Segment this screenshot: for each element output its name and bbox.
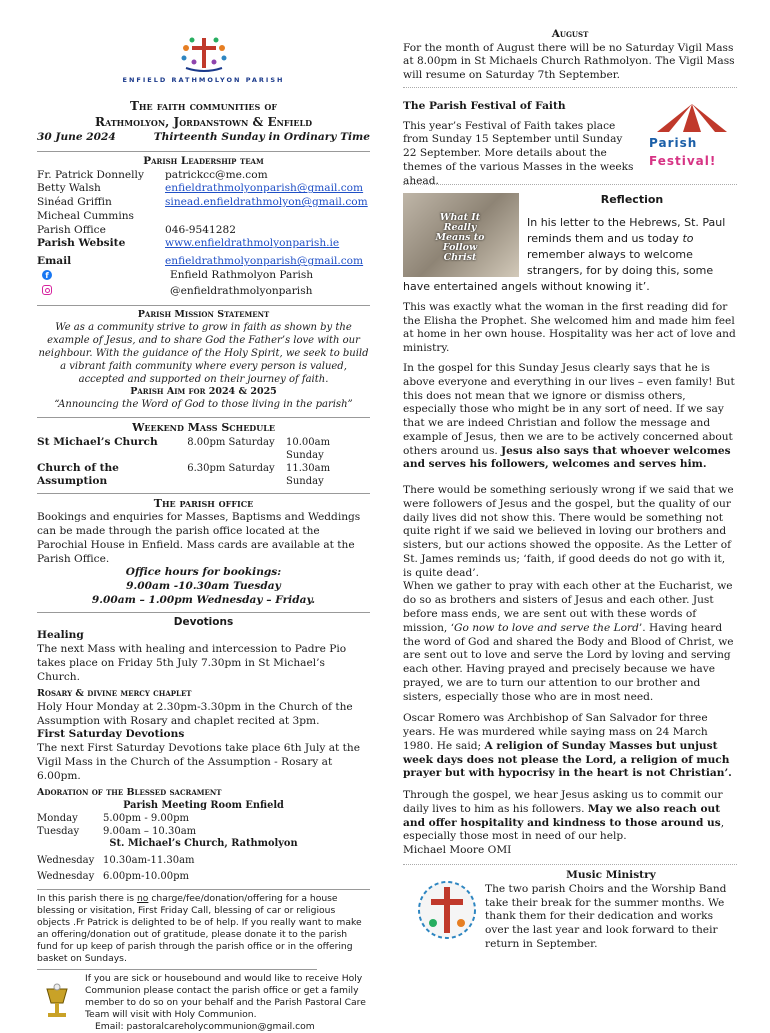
left-column <box>37 34 370 1033</box>
schedule-row <box>37 870 370 883</box>
facebook-name[interactable]: Enfield Rathmolyon Parish <box>170 269 314 282</box>
mission-text: We as a community strive to grow in faith as shown by the example of Jesus, and to share God the Father’s love with our neighbour. With the guidance of the Holy Spirit, we seek to build a vibrant faith community where every person is valued, accepted and supported on their journey of faith. <box>38 321 369 385</box>
instagram-icon[interactable] <box>42 285 52 295</box>
p6-rest: , especially those most in need of our help. <box>403 816 725 843</box>
office-text: Bookings and enquiries for Masses, Baptisms and Weddings can be made through the parish office located at the Parochial House in Enfield. Mass cards are available at the Parish Office. <box>37 511 361 565</box>
office-hours-title: Office hours for bookings: <box>125 566 282 579</box>
p2-bold: Jesus also says that whoever welcomes and serves his followers, welcomes and serves him. <box>403 444 731 471</box>
church-name: St Michael’s Church <box>37 435 158 448</box>
team-heading: Parish Leadership team <box>143 155 264 168</box>
august-heading: August <box>551 28 589 40</box>
mass-row <box>37 462 370 490</box>
instagram-handle[interactable]: @enfieldrathmolyonparish <box>170 284 313 297</box>
team-email-link[interactable]: enfieldrathmolyonparish@gmail.com <box>165 182 364 195</box>
charge-note <box>37 893 370 965</box>
schedule-day: Wednesday <box>37 871 95 883</box>
reflection-paragraph-4 <box>403 580 737 704</box>
p5-text: Oscar Romero was Archbishop of San Salvador for three years. He was murdered while saying mass on 24 March 1980. He said; <box>403 712 708 752</box>
schedule-row <box>37 825 370 838</box>
rosary-title: Rosary & divine mercy chaplet <box>37 688 192 700</box>
devotions-heading: Devotions <box>173 615 234 628</box>
mass-time-sun: 11.30am Sunday <box>286 462 331 487</box>
team-row <box>37 224 370 238</box>
festival-heading: The Parish Festival of Faith <box>403 99 566 112</box>
office-hours-2: 9.00am – 1.00pm Wednesday – Friday. <box>91 593 316 606</box>
room-1-title: Parish Meeting Room Enfield <box>123 799 284 811</box>
p2-text: In the gospel for this Sunday Jesus clearly says that he is above everyone and everything in our lives – even family! But this does not mean that we ignore or dismiss others, especially those who might be in any sort of need. If we say that we are indeed Christian and follow the message and example of Jesus, then we are to be actively concerned about others around us. <box>403 361 735 457</box>
festival-sign-2: Festival! <box>649 153 717 168</box>
schedule-day: Wednesday <box>37 855 95 867</box>
facebook-icon[interactable]: f <box>42 270 52 280</box>
right-column <box>403 28 737 952</box>
reflection-section <box>403 193 737 858</box>
p4-a: When we gather to pray with each other at the Eucharist, we do so as brothers and sisters of Jesus and each other. Just before mass ends, we are sent out with these words of mission, ‘ <box>403 580 733 634</box>
chalice-icon <box>37 983 77 1023</box>
festival-sign-1: Parish <box>649 135 698 150</box>
p6-text: Through the gospel, we hear Jesus asking us to commit our daily lives to him as his followers. <box>403 789 723 815</box>
schedule-time: 10.30am-11.30am <box>103 855 195 867</box>
music-text: The two parish Choirs and the Worship Band take their break for the summer months. We thank them for their dedication and works over the last year and look forward to their return in September. <box>485 882 727 950</box>
reflection-paragraph-1: This was exactly what the woman in the first reading did for the Elisha the Prophet. She welcomed him and made him feel at home in her own house. Hospitality was her act of love and ministry. <box>403 300 736 355</box>
communion-email[interactable]: Email: pastoralcareholycommunion@gmail.com <box>95 1020 315 1032</box>
team-list <box>37 169 370 300</box>
festival-text: This year’s Festival of Faith takes place from Sunday 15 September until Sunday 22 September. More details about the themes of the various Masses in the weeks ahead. <box>403 119 634 187</box>
music-choir-icon <box>413 875 481 945</box>
reflection-heading: Reflection <box>600 192 664 206</box>
mass-time-sun: 10.00am Sunday <box>286 436 331 461</box>
liturgical-sunday: Thirteenth Sunday in Ordinary Time <box>153 131 370 144</box>
office-phone: 046-9541282 <box>165 223 236 236</box>
rosary-text: Holy Hour Monday at 2.30pm-3.30pm in the Church of the Assumption with Rosary and chaplet recited at 3pm. <box>37 700 353 727</box>
schedule-day: Monday <box>37 813 78 825</box>
charge-post: charge/fee/donation/offering for a house blessing or visitation, First Friday Call, blessing of car or religious objects .Fr Patrick is delighted to be of help. If you really want to make an offering/donation out of gratitude, please donate it to the parish fund for up keep of parish through the parish office or in the offering basket on Sundays. <box>37 893 362 964</box>
intro-rest: remember always to welcome strangers, for by doing this, some have entertained angels without knowing it’. <box>403 248 714 293</box>
email-label: Email <box>37 255 72 268</box>
team-name: Parish Office <box>37 223 106 236</box>
team-row <box>37 169 370 183</box>
team-row <box>37 196 370 210</box>
parish-logo <box>37 34 370 84</box>
mass-time-sat: 8.00pm Saturday <box>187 436 275 448</box>
festival-image <box>647 100 737 180</box>
adoration-title: Adoration of the Blessed sacrament <box>37 787 222 799</box>
room-2-title: St. Michael’s Church, Rathmolyon <box>109 838 298 850</box>
intro-a: In his letter to the Hebrews, St. Paul reminds them and us today <box>527 216 726 246</box>
schedule-day: Tuesday <box>37 826 80 838</box>
office-heading: The parish office <box>153 497 254 511</box>
schedule-time: 9.00am – 10.30am <box>103 826 197 838</box>
reflection-image-text: What It Really Means to Follow Christ <box>435 211 485 263</box>
reflection-paragraph-2 <box>403 362 737 472</box>
august-text: For the month of August there will be no Saturday Vigil Mass at 8.00pm in St Michaels Church Rathmolyon. The Vigil Mass will resume on Saturday 7th September. <box>403 41 735 82</box>
schedule-time: 5.00pm - 9.00pm <box>103 813 190 825</box>
church-name: Church of the Assumption <box>37 461 119 488</box>
team-row <box>37 182 370 196</box>
first-saturday-text: The next First Saturday Devotions take place 6th July at the Vigil Mass in the Church of the Assumption - Rosary at 6.00pm. <box>37 742 360 782</box>
team-row <box>37 210 370 224</box>
page-title <box>37 98 370 130</box>
team-name: Micheal Cummins <box>37 209 134 222</box>
website-link[interactable]: www.enfieldrathmolyonparish.ie <box>165 237 340 250</box>
aim-heading: Parish Aim for 2024 & 2025 <box>130 385 277 397</box>
healing-text: The next Mass with healing and intercession to Padre Pio takes place on Friday 5th July 7.30pm in St Michael’s Church. <box>37 643 347 683</box>
team-row <box>37 237 370 251</box>
charge-pre: In this parish there is <box>37 893 137 905</box>
healing-title: Healing <box>37 629 84 642</box>
title-line-2: Rathmolyon, Jordanstown & Enfield <box>94 115 313 130</box>
reflection-paragraph-5 <box>403 712 737 781</box>
p4-italic: Go now to love and serve the Lord <box>454 621 639 634</box>
date-row <box>37 131 370 145</box>
communion-text: If you are sick or housebound and would like to receive Holy Communion please contact the parish office or get a family member to do so on your behalf and the Parish Pastoral Care Team will visit with Holy Communion. <box>85 972 366 1020</box>
schedule-time: 6.00pm-10.00pm <box>103 871 190 883</box>
reflection-image <box>403 193 519 277</box>
team-email-link[interactable]: sinead.enfieldrathmolyon@gmail.com <box>165 196 368 209</box>
p4-b: ’. Having heard the word of God and shared the Body and Blood of Christ, we are sent out to love and serve the Lord by loving and serving each other. Having prayed and precisely because we have prayed, we are to turn our attention to our brother and sisters, especially those who are in most need. <box>403 621 734 703</box>
music-heading: Music Ministry <box>566 869 656 882</box>
reflection-paragraph-6 <box>403 789 737 844</box>
mass-time-sat: 6.30pm Saturday <box>187 462 275 474</box>
email-link[interactable]: enfieldrathmolyonparish@gmail.com <box>165 255 364 268</box>
reflection-paragraph-3: There would be something seriously wrong if we said that we were followers of Jesus and the gospel, but the quality of our daily lives did not show this. There would be something not quite right if we said we believed in loving our brothers and sisters, but our actions showed the opposite. As the Letter of St. James reminds us; ‘faith, if good deeds do not go with it, is quite dead’. <box>403 484 734 579</box>
office-hours-1: 9.00am -10.30am Tuesday <box>126 580 281 593</box>
schedule-row <box>37 854 370 867</box>
festival-section <box>403 99 737 187</box>
p5-bold: A religion of Sunday Masses but unjust week days does not please the Lord, a religion of much prayer but with hypocrisy in the heart is not Christian’. <box>403 739 732 780</box>
team-name: Fr. Patrick Donnelly <box>37 168 144 181</box>
first-saturday-title: First Saturday Devotions <box>37 728 185 741</box>
intro-italic: to <box>682 232 694 246</box>
p6-bold: May we also reach out and offer hospitality and kindness to those around us <box>403 802 721 829</box>
aim-text: “Announcing the Word of God to those living in the parish” <box>54 399 353 411</box>
title-line-1: The faith communities of <box>129 99 278 113</box>
schedule-row <box>37 812 370 825</box>
mass-heading: Weekend Mass Schedule <box>132 421 275 435</box>
mission-heading: Parish Mission Statement <box>137 308 270 320</box>
parish-tree-icon <box>174 34 234 74</box>
mass-row <box>37 436 370 462</box>
logo-text: ENFIELD RATHMOLYON PARISH <box>122 76 285 84</box>
music-section <box>403 869 737 952</box>
team-email[interactable]: patrickcc@me.com <box>165 168 268 181</box>
website-label: Parish Website <box>37 237 126 250</box>
charge-no: no <box>136 893 149 905</box>
reflection-signature: Michael Moore OMI <box>403 844 512 857</box>
team-name: Sinéad Griffin <box>37 196 112 209</box>
date: 30 June 2024 <box>37 131 116 144</box>
team-name: Betty Walsh <box>37 182 101 195</box>
